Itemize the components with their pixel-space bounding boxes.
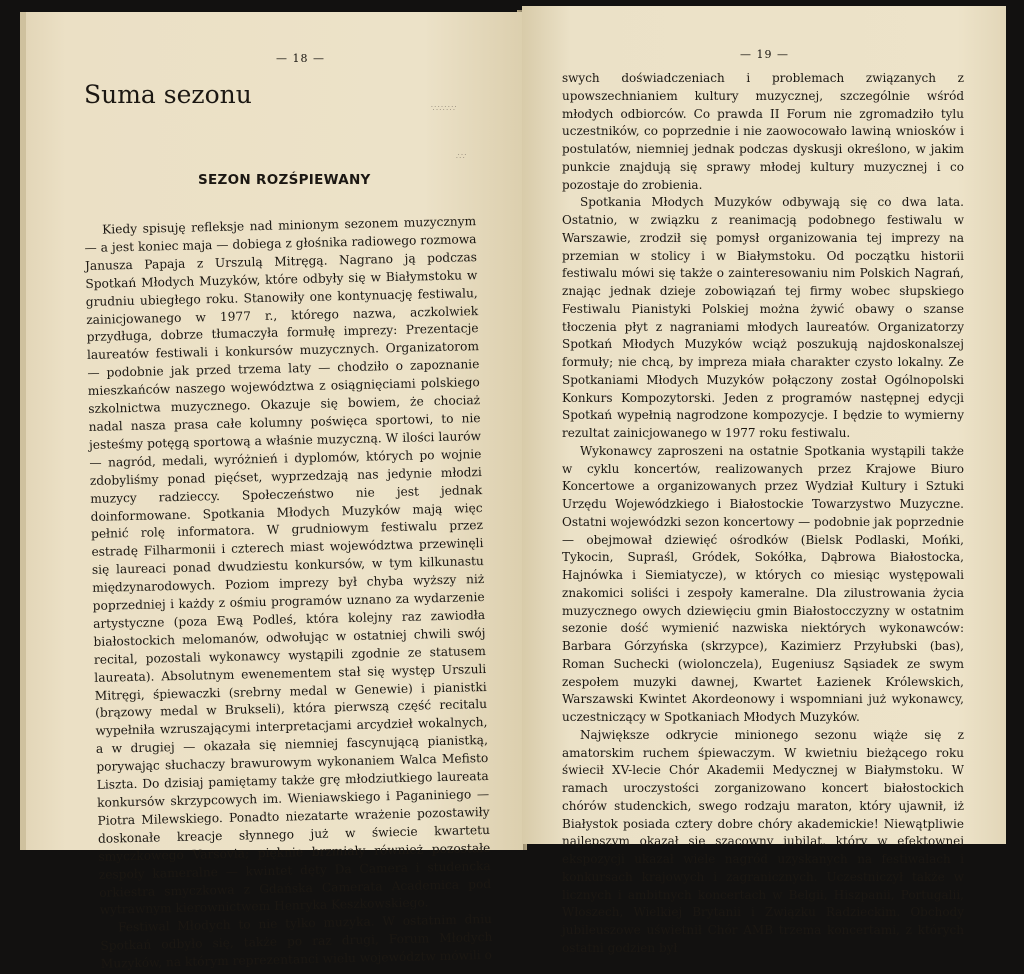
ink-smudge: ∴∵ (456, 152, 467, 161)
right-page (522, 6, 1006, 955)
page-number: — 18 — (276, 52, 325, 65)
paragraph: Wykonawcy zaproszeni na ostatnie Spotkania wystąpili także w cyklu koncertów, realizowanych przez Krajowe Biuro Koncertowe a organizowanych przez Wydział Kultury i Sztuki Urzędu Wojewódzkiego i Białostockie Towarzystwo Muzyczne. Ostatni wojewódzki sezon koncertowy — podobnie jak poprzednie — obejmował dziewięć ośrodków (Bielsk Podlaski, Mońki, Tykocin, Supraśl, Gródek, Sokółka, Dąbrowa Białostocka, Hajnówka i Siemiatycze), w których co miesiąc występowali znakomici soliści i zespoły kameralne. Dla zilustrowania życia muzycznego owych dziewięciu gmin Białostocczyzny w ostatnim sezonie dość wymienić nazwiska niektórych wykonawców: Barbara Górzyńska (skrzypce), Kazimierz Przyłubski (bas), Roman Suchecki (wiolonczela), Eugeniusz Sąsiadek ze swym zespołem muzyki dawnej, Kwartet Łazienek Królewskich, Warszawski Kwintet Akordeonowy i wspomniani już wykonawcy, uczestniczący w Spotkaniach Młodych Muzyków. (562, 443, 964, 724)
paragraph: Największe odkrycie minionego sezonu wiąże się z amatorskim ruchem śpiewaczym. W kwietniu bieżącego roku świecił XV-lecie Chór Akademii Medycznej w Białymstoku. W ramach uroczystości zorganizowano koncert białostockich chórów studenckich, swego rodzaju maraton, który ujawnił, iż Białystok posiada cztery dobre chóry akademickie! Niewątpliwie najlepszym okazał się szacowny jubilat, który w efektownej ekspozycji ukazał wiele nagród uzyskanych na festiwalach i konkursach krajowych i zagranicznych. Uczestniczył także w licznych i ambitnych koncertach w Belgii, Hiszpanii, Portugalii, Włoszech, Wielkiej Brytanii i Związku Radzieckim. Obchody jubileuszowe uświetnił Chór AMB trzema koncertami, z których ostatni godzien był (562, 727, 964, 955)
article-subtitle: SEZON ROZŚPIEWANY (198, 172, 371, 188)
paragraph: Spotkania Młodych Muzyków odbywają się co dwa lata. Ostatnio, w związku z reanimacją podobnego festiwalu w Warszawie, zrodził się pomysł organizowania tej imprezy na przemian w stolicy i w Białymstoku. Od początku historii festiwalu mówi się także o zainteresowaniu nim Polskich Nagrań, znając jednak dzieje zobowiązań tej firmy wobec słupskiego Festiwalu Pianistyki Polskiej można żywić obawy o szanse tłoczenia płyt z nagraniami młodych laureatów. Organizatorzy Spotkań Młodych Muzyków wciąż poszukują najdoskonalszej formuły; nie chcą, by impreza miała charakter czysto lokalny. Ze Spotkaniami Młodych Muzyków połączony został Ogólnopolski Konkurs Kompozytorski. Jeden z programów następnej edycji Spotkań wypełnią nagrodzone kompozycje. I będzie to wymierny rezultat zainicjowanego w 1977 roku festiwalu. (562, 195, 964, 440)
paragraph: Festiwal Młodych to nie tylko muzyka. W ostatnim dniu Spotkań odbyło się, także po raz drugi, Forum Młodych Muzyków, na którym reprezentanci wielu województw mówili o (100, 912, 493, 971)
page-number: — 19 — (740, 48, 789, 61)
left-page (20, 12, 523, 971)
section-title: Suma sezonu (84, 80, 252, 109)
ink-smudge: ∵∴∵∴∵ (431, 104, 457, 113)
paragraph: Kiedy spisuję refleksje nad minionym sezonem muzycznym — a jest koniec maja — dobiega z głośnika radiowego rozmowa Janusza Papaja z Urszulą Mitręgą. Nagrano ją podczas Spotkań Młodych Muzyków, które odbyły się w Białymstoku w grudniu ubiegłego roku. Stanowiły one kontynuację festiwalu, zainicjowanego w 1977 r., którego nazwa, aczkolwiek przydługa, dobrze tłumaczyła formułę imprezy: Prezentacje laureatów festiwali i konkursów muzycznych. Organizatorom — podobnie jak przed trzema laty — chodziło o zapoznanie mieszkańców naszego województwa z osiągnięciami polskiego szkolnictwa muzycznego. Okazuje się bowiem, że chociaż nadal nasza prasa całe kolumny poświęca sportowi, to nie jesteśmy potęgą sportową a właśnie muzyczną. W ilości laurów — nagród, medali, wyróżnień i dyplomów, których po wojnie zdobyliśmy ponad pięćset, wyprzedzają nas jedynie młodzi muzycy radzieccy. Społeczeństwo nie jest jednak doinformowane. Spotkania Młodych Muzyków mają więc pełnić rolę informatora. W grudniowym festiwalu przez estradę Filharmonii i czterech miast województwa przewinęli się laureaci ponad dwudziestu konkursów, w tym kilkunastu międzynarodowych. Poziom imprezy był chyba wyższy niż poprzedniej i każdy z ośmiu programów uznano za wydarzenie artystyczne (poza Ewą Podleś, która kolejny raz zawiodła białostockich melomanów, odwołując w ostatniej chwili swój recital, pozostali wykonawcy wystąpili zgodnie ze statusem laureata). Absolutnym ewenementem stał się występ Urszuli Mitręgi, śpiewaczki (srebrny medal w Genewie) i pianistki (brązowy medal w Brukseli), która pierwszą część recitalu wypełniła wzruszającymi interpretacjami arcydzieł wokalnych, a w drugiej — okazała się niemniej fascynującą pianistką, porywając słuchaczy brawurowym wykonaniem Walca Mefisto Liszta. Do dzisiaj pamiętamy także grę młodziutkiego laureata konkursów skrzypcowych im. Wieniawskiego i Paganiniego — Piotra Milewskiego. Ponadto niezatarte wrażenie pozostawiły doskonałe kreacje słynnego już w świecie kwartetu smyczkowego Varsovia; pięknie brzmiały również pozostałe zespoły kameralne — kwintet dęty Da Camera i studencka orkiestra smyczkowa z Gdańska Camerata Academica pod wytrawnym kierownictwem Henryka Keszkowskiego. (84, 214, 492, 918)
article-body (84, 213, 493, 974)
paragraph: swych doświadczeniach i problemach związanych z upowszechnianiem kultury muzycznej, szczególnie wśród młodych odbiorców. Co prawda II Forum nie zgromadziło tylu uczestników, co poprzednie i nie zaowocowało lawiną wniosków i postulatów, niemniej jednak podczas dyskusji określono, w jakim punkcie znajdują się sprawy młodej kultury muzycznej i co pozostaje do zrobienia. (562, 71, 964, 192)
article-body (562, 70, 964, 958)
